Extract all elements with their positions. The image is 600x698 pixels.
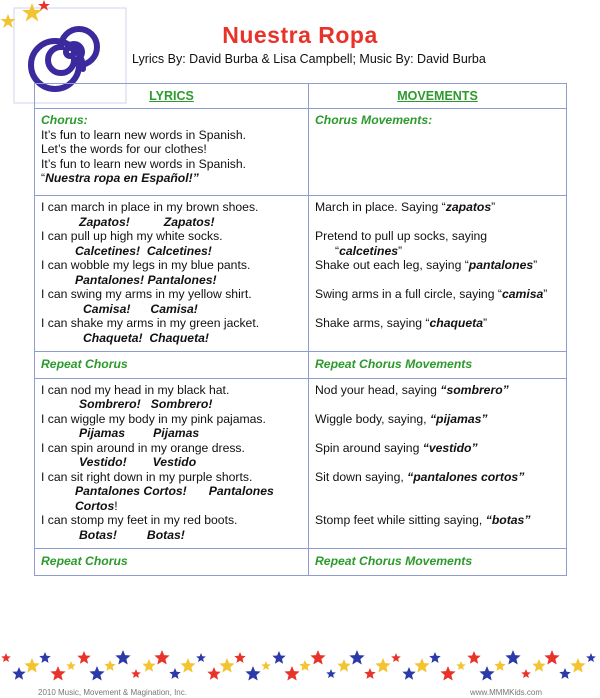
movement-line: Nod your head, saying “sombrero” [315,382,509,397]
chorus-label: Chorus: [41,113,88,127]
lyrics-header: LYRICS [35,84,309,109]
star-icon [586,653,596,662]
lyric-line: I can pull up high my white socks. [41,229,223,243]
star-icon [50,666,65,681]
repeat-chorus-label: Repeat Chorus [41,554,128,568]
spanish-word: Cortos [75,498,115,513]
star-icon [414,658,429,673]
verse1-lyrics-cell [35,196,309,352]
website-text: www.MMMKids.com [470,688,543,697]
spanish-word: Pantalones Cortos! [75,484,187,498]
movements-header: MOVEMENTS [309,84,567,109]
spanish-word-line [41,397,302,412]
movement-line: Pretend to pull up socks, saying [315,229,488,243]
lyric-line: I can sit right down in my purple shorts. [41,469,253,484]
verse2-lyrics-cell [35,378,309,549]
lyric-line: I can nod my head in my black hat. [41,382,230,397]
spanish-word-line [41,215,302,230]
lyric-line: I can shake my arms in my green jacket. [41,316,260,330]
chorus-line: “Nuestra ropa en Español!” [41,171,199,185]
star-icon [234,652,245,663]
star-icon [544,650,559,665]
star-icon [272,651,285,664]
spanish-word: Pantalones! [147,272,217,287]
movement-line: Sit down saying, “pantalones cortos” [315,469,525,484]
star-icon [66,661,76,670]
spanish-word: Pijamas [153,426,200,440]
star-icon [1,653,11,662]
spanish-word: Sombrero! [150,397,213,411]
spanish-word: Zapatos! [79,214,130,229]
chorus-lyrics-cell [35,109,309,196]
star-icon [77,651,90,664]
song-title: Nuestra Ropa [222,22,378,48]
star-icon [142,659,155,672]
star-icon [402,667,415,680]
movement-line: Swing arms in a full circle, saying “camisa” [315,287,548,301]
star-icon [245,666,260,681]
lyrics-movements-table [34,83,567,576]
verse1-movements-cell [309,196,567,352]
star-icon [219,658,234,673]
star-icon [570,658,585,673]
star-icon [299,660,310,671]
star-icon [375,658,390,673]
star-icon [284,666,299,681]
spanish-word: Botas! [79,527,117,542]
verse2-row [35,378,567,549]
movement-line: Stomp feet while sitting saying, “botas” [315,513,531,527]
star-icon [131,669,141,678]
spanish-word: Botas! [146,527,185,542]
table-header-row [35,84,567,109]
spanish-word: Camisa! [150,301,198,316]
spanish-word: Chaqueta! [149,330,209,345]
star-icon [12,667,25,680]
repeat-chorus-cell [35,549,309,576]
lyric-line: I can wiggle my body in my pink pajamas. [41,411,266,426]
chorus-line: Let’s the words for our clothes! [41,142,207,156]
repeat-chorus-cell [35,352,309,379]
lyric-line: I can march in place in my brown shoes. [41,200,259,214]
spanish-word-line [41,273,302,288]
spanish-word: Camisa! [83,301,131,316]
star-icon [532,659,545,672]
spanish-word: Calcetines! [146,243,212,258]
repeat-chorus-movements-cell [309,352,567,379]
lyric-line: I can stomp my feet in my red boots. [41,513,238,527]
star-icon [196,653,206,662]
spanish-word-line [41,302,302,317]
repeat-chorus-row [35,352,567,379]
spanish-word-line [41,331,302,346]
chorus-line: It’s fun to learn new words in Spanish. [41,156,247,171]
star-icon [310,650,325,665]
verse1-row [35,196,567,352]
star-icon [115,650,130,665]
star-icon [521,669,531,678]
spanish-word: Vestido [152,455,197,469]
chorus-line: It’s fun to learn new words in Spanish. [41,127,247,142]
star-icon [505,650,520,665]
spanish-word-line [41,528,302,543]
repeat-chorus-row [35,549,567,576]
star-icon [337,659,350,672]
star-icon [261,661,271,670]
spanish-word: Pijamas [79,426,126,440]
copyright-text: 2010 Music, Movement & Magination, Inc. [38,688,187,697]
spanish-word: Chaqueta! [83,330,143,345]
repeat-chorus-movements-cell [309,549,567,576]
chorus-movements-cell [309,109,567,196]
spanish-word-line: Cortos! [75,498,118,513]
movement-line: Shake out each leg, saying “pantalones” [315,258,538,272]
spanish-word-line [41,484,302,499]
spanish-word-line [41,455,302,470]
spanish-word: Pantalones! [75,272,145,287]
spanish-word: Vestido! [79,455,127,469]
star-icon [467,651,480,664]
chorus-movements-label: Chorus Movements: [315,113,433,127]
star-icon [440,666,455,681]
spanish-word: Pantalones [208,484,274,498]
star-icon [104,660,115,671]
movement-line: “calcetines” [335,243,403,258]
star-icon [349,650,364,665]
repeat-chorus-label: Repeat Chorus [41,357,128,371]
spanish-word: Calcetines! [75,243,141,258]
star-icon [559,668,570,679]
star-icon [169,668,180,679]
spanish-word: Zapatos! [163,214,215,229]
song-credits: Lyrics By: David Burba & Lisa Campbell; Music By: David Burba [132,52,486,66]
star-icon [89,666,104,681]
spanish-word: Sombrero! [79,397,141,411]
star-icon [180,658,195,673]
star-icon [494,660,505,671]
star-icon [154,650,169,665]
chorus-spanish-line: Nuestra ropa en Español! [45,171,193,185]
spanish-word-line [41,426,302,441]
star-icon [326,669,336,678]
star-icon [207,667,220,680]
spanish-word-line [41,244,302,259]
movement-line: Shake arms, saying “chaqueta” [315,316,488,330]
verse2-movements-cell [309,378,567,549]
movement-line: March in place. Saying “zapatos” [315,200,496,214]
star-icon [391,653,401,662]
movement-line: Spin around saying “vestido” [315,440,478,455]
movement-line: Wiggle body, saying, “pijamas” [315,411,488,426]
lyric-line: I can spin around in my orange dress. [41,440,245,455]
star-icon [479,666,494,681]
chorus-row [35,109,567,196]
star-icon [429,652,440,663]
lyric-line: I can swing my arms in my yellow shirt. [41,287,252,301]
star-icon [39,652,50,663]
star-border [0,648,600,688]
star-icon [364,668,375,679]
star-icon [456,661,466,670]
lyric-line: I can wobble my legs in my blue pants. [41,258,251,272]
repeat-chorus-movements-label: Repeat Chorus Movements [315,554,473,568]
star-icon [24,658,39,673]
repeat-chorus-movements-label: Repeat Chorus Movements [315,357,473,371]
